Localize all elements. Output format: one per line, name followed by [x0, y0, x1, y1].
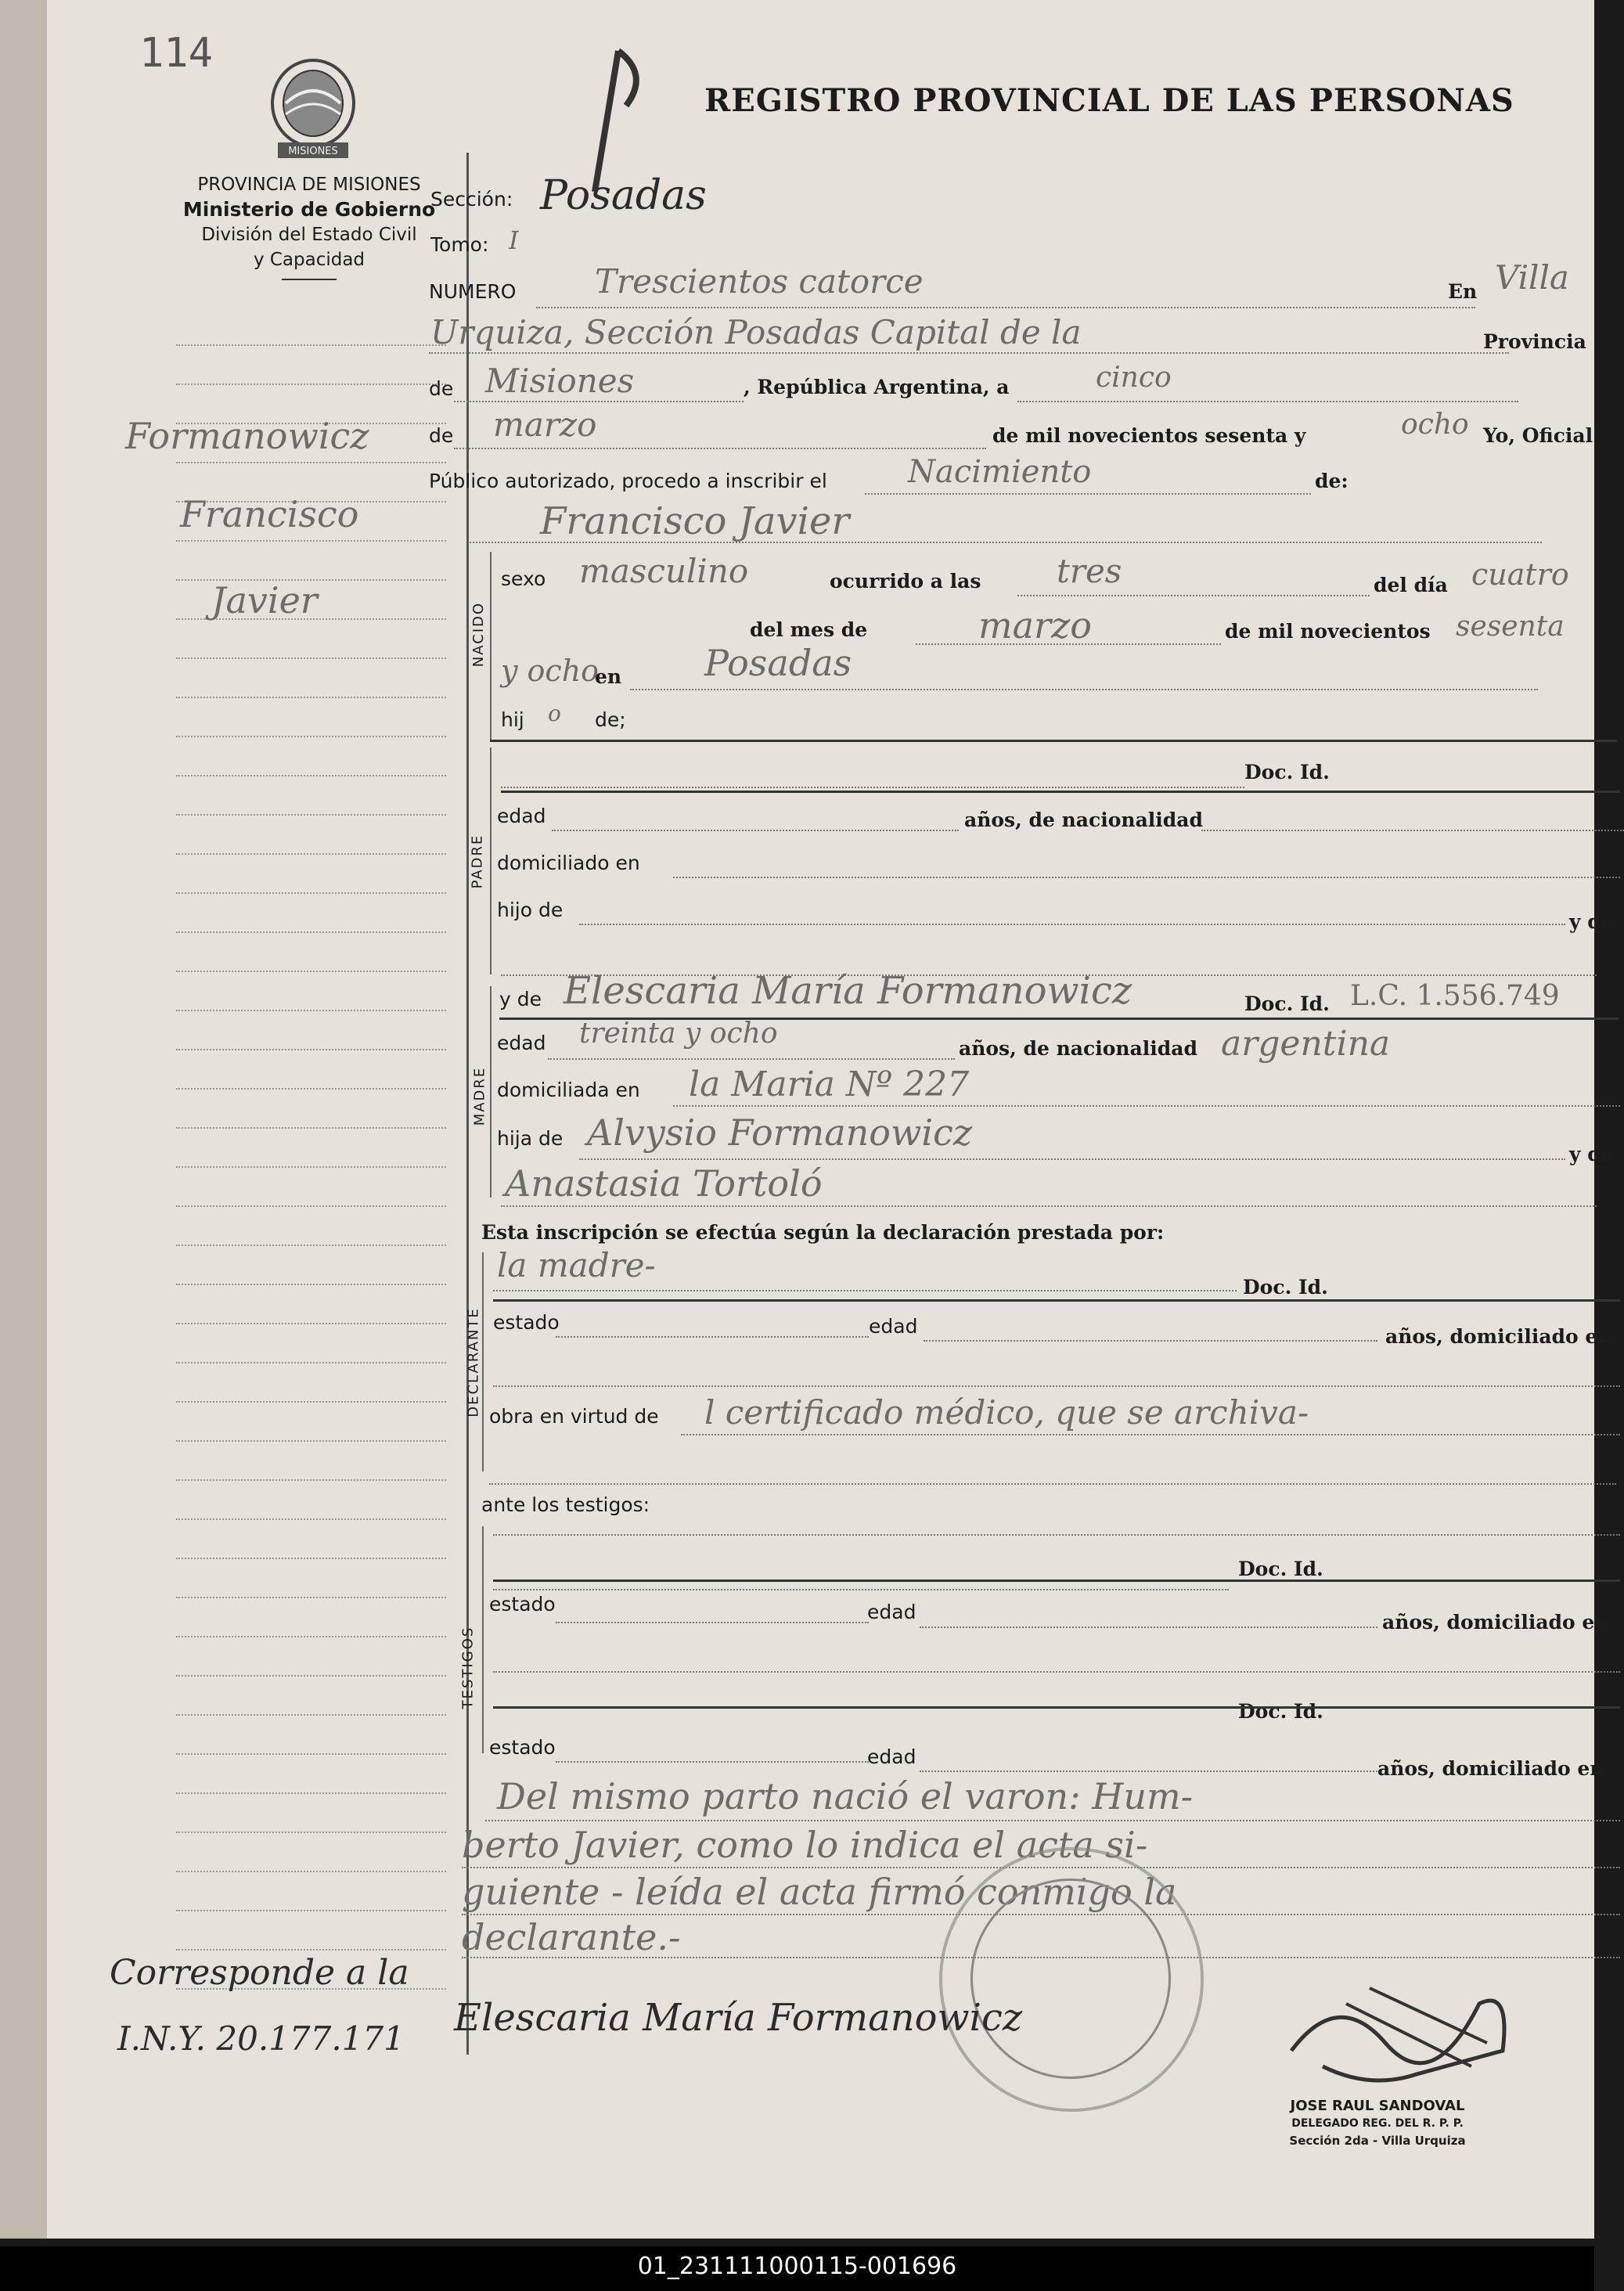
tomo-label: Tomo:	[430, 233, 489, 256]
image-caption: 01_231111000115-001696	[637, 2253, 957, 2280]
person-name: Francisco Javier	[540, 499, 850, 543]
de-label-2: de	[429, 424, 454, 447]
de-label-1: de	[429, 377, 454, 400]
de-label-3: de:	[1315, 470, 1349, 492]
provincia-label: Provincia	[1483, 330, 1586, 353]
margin-divider	[466, 153, 469, 2055]
official-office: Sección 2da - Villa Urquiza	[1289, 2134, 1466, 2148]
seal-text: MISIONES	[288, 146, 338, 157]
adjacent-page-edge	[0, 0, 47, 2239]
madre-y-de-label: y de	[499, 988, 542, 1010]
madre-parent1-value: Alvysio Formanowicz	[587, 1111, 973, 1154]
testigo2-edad-label: edad	[867, 1745, 916, 1768]
place-value: Urquiza, Sección Posadas Capital de la	[430, 313, 1082, 351]
act-value: Nacimiento	[908, 454, 1092, 490]
ocurrido-label: ocurrido a las	[830, 570, 981, 593]
padre-y-de-label: y de	[1569, 910, 1614, 933]
official-signature-block	[1221, 2098, 1534, 2149]
testigos-section-label: TESTIGOS	[459, 1626, 477, 1709]
mil-label: de mil novecientos	[1225, 620, 1431, 643]
testigos-label: ante los testigos:	[481, 1493, 650, 1516]
virtud-label: obra en virtud de	[489, 1405, 659, 1428]
mes-value: marzo	[978, 604, 1092, 647]
hijo-value: o	[548, 701, 561, 726]
hijo-label: hij	[501, 708, 524, 731]
official-name: JOSE RAUL SANDOVAL	[1290, 2098, 1465, 2114]
republica-label: , República Argentina, a	[744, 376, 1010, 398]
madre-y-de-label-2: y de	[1569, 1143, 1614, 1165]
madre-hija-de-label: hija de	[497, 1127, 564, 1150]
testigo1-edad-label: edad	[867, 1601, 916, 1623]
en-value: Villa	[1495, 258, 1569, 297]
oficial-label: Yo, Oficial	[1483, 424, 1593, 447]
official-stamp-inner	[970, 1879, 1171, 2079]
virtud-value: l certificado médico, que se archiva-	[704, 1393, 1309, 1432]
madre-edad-label: edad	[497, 1032, 546, 1054]
dia-label: del día	[1374, 574, 1448, 596]
madre-name-value: Elescaria María Formanowicz	[564, 969, 1132, 1013]
en-lugar-label: en	[595, 665, 622, 688]
capacity-line: y Capacidad	[253, 250, 365, 270]
madre-doc-label: Doc. Id.	[1244, 992, 1330, 1015]
lugar-value: Posadas	[704, 642, 852, 684]
madre-section-label: MADRE	[471, 1066, 488, 1126]
testigo1-doc-label: Doc. Id.	[1238, 1558, 1323, 1580]
year-label: de mil novecientos sesenta y	[992, 424, 1306, 447]
sexo-value: masculino	[579, 552, 749, 590]
ministry-line: Ministerio de Gobierno	[182, 198, 436, 221]
padre-semicolon: ;	[1608, 959, 1615, 982]
madre-edad-value: treinta y ocho	[579, 1018, 778, 1050]
province-value: Misiones	[485, 362, 635, 400]
margin-given-name-1: Francisco	[180, 493, 359, 535]
padre-domicilio-label: domiciliado en	[497, 852, 640, 874]
dia-value: cuatro	[1471, 557, 1569, 592]
declarante-domicilio-label: años, domiciliado en	[1385, 1325, 1612, 1348]
testigo2-doc-label: Doc. Id.	[1238, 1700, 1323, 1723]
corner-number: 114	[139, 30, 213, 77]
padre-hijo-de-label: hijo de	[497, 899, 564, 921]
department-header	[149, 172, 470, 280]
hora-value: tres	[1057, 552, 1122, 590]
publico-label: Público autorizado, procedo a inscribir el	[429, 470, 827, 492]
declarante-name-value: la madre-	[497, 1246, 656, 1284]
testigo2-domicilio-label: años, domiciliado en	[1377, 1757, 1604, 1780]
sexo-label: sexo	[501, 567, 546, 590]
madre-doc-value: L.C. 1.556.749	[1350, 980, 1560, 1012]
numero-value: Trescientos catorce	[595, 262, 924, 301]
declarante-section-label: DECLARANTE	[465, 1307, 482, 1417]
tomo-value: I	[509, 225, 519, 255]
province-line: PROVINCIA DE MISIONES	[197, 175, 421, 195]
madre-nacionalidad-label: años, de nacionalidad	[959, 1037, 1197, 1060]
padre-nacionalidad-label: años, de nacionalidad	[964, 809, 1203, 831]
margin-given-name-2: Javier	[211, 579, 318, 621]
padre-edad-label: edad	[497, 805, 546, 827]
testigo1-domicilio-label: años, domiciliado en	[1382, 1611, 1609, 1634]
madre-domicilio-label: domiciliada en	[497, 1079, 640, 1101]
madre-nacionalidad-value: argentina	[1221, 1024, 1391, 1064]
margin-surname: Formanowicz	[125, 415, 369, 457]
note-line-3: guiente - leída el acta firmó conmigo la	[462, 1871, 1177, 1913]
note-line-4: declarante.-	[462, 1916, 681, 1958]
declarante-signature: Elescaria María Formanowicz	[454, 1996, 1023, 2040]
anio-value: sesenta	[1456, 611, 1565, 643]
division-line: División del Estado Civil	[201, 225, 417, 245]
declarante-edad-label: edad	[869, 1315, 918, 1338]
nacido-section-label: NACIDO	[470, 601, 488, 668]
madre-domicilio-value: la Maria Nº 227	[689, 1064, 970, 1104]
declaracion-label: Esta inscripción se efectúa según la declaración prestada por:	[481, 1221, 1165, 1244]
testigo1-estado-label: estado	[489, 1593, 556, 1616]
madre-parent2-value: Anastasia Tortoló	[505, 1162, 823, 1205]
margin-correction-1: Corresponde a la	[110, 1953, 409, 1993]
seccion-value: Posadas	[540, 172, 707, 219]
en-label: En	[1448, 280, 1478, 303]
testigo2-estado-label: estado	[489, 1736, 556, 1759]
day-value: cinco	[1096, 362, 1172, 394]
coat-of-arms-icon	[262, 55, 364, 164]
declarante-estado-label: estado	[493, 1311, 560, 1334]
anio-value-2: y ocho	[501, 654, 600, 688]
padre-section-label: PADRE	[469, 834, 486, 889]
official-title: DELEGADO REG. DEL R. P. P.	[1291, 2117, 1464, 2130]
official-signature-icon	[1276, 1957, 1526, 2098]
note-line-1: Del mismo parto nació el varon: Hum-	[497, 1775, 1194, 1817]
mes-label: del mes de	[750, 618, 868, 641]
month-value: marzo	[493, 405, 597, 444]
numero-label: NUMERO	[429, 280, 517, 303]
seccion-label: Sección:	[430, 188, 513, 211]
page-title: REGISTRO PROVINCIAL DE LAS PERSONAS	[704, 82, 1514, 119]
note-line-2: berto Javier, como lo indica el acta si-	[462, 1824, 1148, 1866]
declarante-doc-label: Doc. Id.	[1243, 1276, 1328, 1299]
document-page	[47, 0, 1615, 2239]
year-value: ocho	[1401, 409, 1469, 441]
margin-correction-2: I.N.Y. 20.177.171	[117, 2019, 405, 2058]
padre-doc-label: Doc. Id.	[1244, 761, 1330, 783]
hijo-de-label: de;	[595, 708, 626, 731]
header-divider	[282, 279, 337, 280]
